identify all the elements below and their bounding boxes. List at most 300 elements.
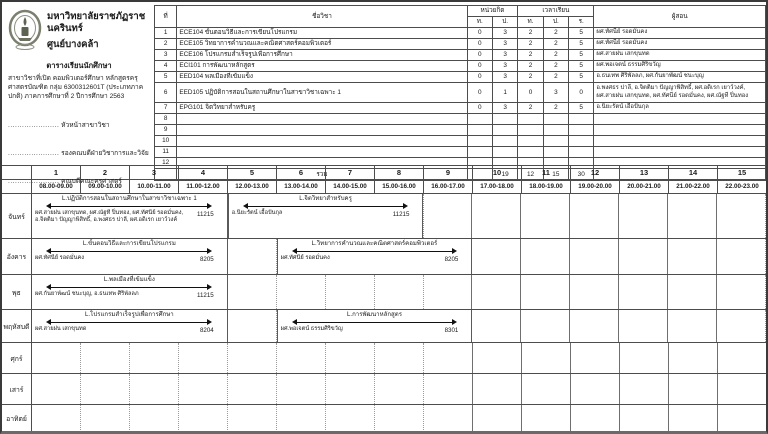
hour-cell xyxy=(619,310,668,342)
signature-title: คณบดีคณะครุศาสตร์ xyxy=(61,177,122,185)
period-time: 11.00-12.00 xyxy=(179,180,228,193)
course-val-3: 2 xyxy=(543,103,568,114)
hour-cell xyxy=(424,374,473,404)
hour-cell xyxy=(521,310,570,342)
arrow-right-icon xyxy=(207,248,212,254)
class-block xyxy=(228,194,424,238)
class-instructors: อ.นิยะรัตน์ เอื้อปันกุล xyxy=(231,210,283,217)
university-header xyxy=(8,7,150,51)
course-val-3 xyxy=(543,114,568,125)
hour-cell xyxy=(620,343,669,373)
hour-cell xyxy=(81,405,130,432)
period-time: 13.00-14.00 xyxy=(277,180,326,193)
course-val-0: 0 xyxy=(467,28,492,39)
course-name: EED104 พลเมืองที่เข้มแข็ง xyxy=(177,72,467,83)
course-val-2: 2 xyxy=(518,28,543,39)
arrow-right-icon xyxy=(207,319,212,325)
hour-cell xyxy=(619,275,668,309)
course-val-4 xyxy=(569,147,594,158)
hour-cell xyxy=(81,374,130,404)
class-footer xyxy=(232,210,420,219)
period-time: 20.00-21.00 xyxy=(620,180,669,193)
hour-cell xyxy=(570,239,619,274)
hour-cell xyxy=(522,374,571,404)
col-header-instructor: ผู้สอน xyxy=(594,6,766,28)
period-number: 15 xyxy=(737,168,747,177)
hour-cell xyxy=(130,405,179,432)
course-val-0: 0 xyxy=(467,39,492,50)
col-subheader-credit-theory: ท. xyxy=(467,17,492,28)
course-row xyxy=(155,83,766,103)
totals-label: รวม xyxy=(177,169,467,181)
course-instructor: อ.พงศธร ปาลี, อ.จิตติมา ปัญญาพิสิทธิ์, ผศ.อดิเรก เยาว์วงค์, ผศ.สายฝน เสกขุนทด, ผศ.ทัศนีย์ รอดมั่นคง, ผศ.ณัฐที ปิ่นทอง xyxy=(594,83,766,103)
period-time: 19.00-20.00 xyxy=(571,180,620,193)
course-val-3: 2 xyxy=(543,28,568,39)
hour-cell xyxy=(718,374,766,404)
course-val-0: 0 xyxy=(467,103,492,114)
course-instructor: อ.นิยะรัตน์ เอื้อปันกุล xyxy=(594,103,766,114)
hour-cell xyxy=(669,343,718,373)
hour-cell xyxy=(522,405,571,432)
duration-arrow xyxy=(243,203,408,209)
arrow-line xyxy=(51,322,207,323)
day-row-7 xyxy=(2,405,766,432)
course-no: 9 xyxy=(155,125,177,136)
course-val-4: 5 xyxy=(569,50,594,61)
course-instructor: ผศ.พอเจตน์ ธรรมศิริขวัญ xyxy=(594,61,766,72)
course-val-3: 2 xyxy=(543,50,568,61)
hour-cell xyxy=(228,343,277,373)
period-time: 21.00-22.00 xyxy=(669,180,718,193)
course-no: 10 xyxy=(155,136,177,147)
day-slot-area xyxy=(32,194,766,238)
class-instructors: ผศ.สายฝน เสกขุนทด, ผศ.ณัฐที ปิ่นทอง, ผศ.ทัศนีย์ รอดมั่นคง, อ.จิตติมา ปัญญาพิสิทธิ์, อ.พงศธร ปาลี, ผศ.อดิเรก เยาว์วงค์ xyxy=(35,210,184,224)
course-name xyxy=(177,114,467,125)
course-val-1 xyxy=(492,125,517,136)
course-val-1 xyxy=(492,147,517,158)
period-number: 1 xyxy=(32,166,81,179)
arrow-line xyxy=(248,206,403,207)
signature-vice-dean xyxy=(8,147,150,158)
class-footer xyxy=(35,326,224,335)
course-val-4: 5 xyxy=(569,28,594,39)
period-number: 6 xyxy=(277,166,326,179)
day-label: อังคาร xyxy=(2,239,32,274)
signature-head-of-program xyxy=(8,119,150,130)
period-time: 10.00-11.00 xyxy=(130,180,179,193)
class-footer xyxy=(35,255,224,264)
signature-dots: ...................... xyxy=(8,177,60,185)
period-time: 22.00-23.00 xyxy=(725,183,759,190)
course-instructor xyxy=(594,114,766,125)
class-block xyxy=(32,310,228,342)
hour-cell xyxy=(326,343,375,373)
course-name xyxy=(177,125,467,136)
day-row-3 xyxy=(2,275,766,310)
course-name: ECI101 การพัฒนาหลักสูตร xyxy=(177,61,467,72)
hour-cell xyxy=(472,310,521,342)
hour-cell xyxy=(668,239,717,274)
course-instructor: อ.ธนเทพ ศิริพัลลภ, ผศ.กันยาพัฒน์ ชนะบุญ xyxy=(594,72,766,83)
period-number: 7 xyxy=(326,166,375,179)
hour-cell xyxy=(668,310,717,342)
course-val-0 xyxy=(467,114,492,125)
period-number: 10 xyxy=(473,166,522,179)
course-val-4: 5 xyxy=(569,39,594,50)
hour-cell xyxy=(424,405,473,432)
course-val-0: 0 xyxy=(467,72,492,83)
course-row xyxy=(155,125,766,136)
totals-time-total: 30 xyxy=(569,169,594,181)
course-name xyxy=(177,136,467,147)
hour-cell xyxy=(521,194,570,238)
duration-arrow xyxy=(46,319,212,325)
course-val-0: 0 xyxy=(467,83,492,103)
day-row-1 xyxy=(2,194,766,239)
hour-cell xyxy=(571,374,620,404)
course-val-2: 2 xyxy=(518,103,543,114)
signature-title: รองคณบดีฝ่ายวิชาการและวิจัย xyxy=(61,149,149,157)
course-name: EPG101 จิตวิทยาสำหรับครู xyxy=(177,103,467,114)
hour-cell xyxy=(228,239,277,274)
hour-cell xyxy=(277,405,326,432)
course-val-2: 2 xyxy=(518,61,543,72)
period-number: 8 xyxy=(375,166,424,179)
program-info xyxy=(8,75,150,102)
class-title: L.พลเมืองที่เข้มแข็ง xyxy=(103,276,155,283)
class-footer xyxy=(281,255,469,264)
course-val-3: 2 xyxy=(543,72,568,83)
duration-arrow xyxy=(46,284,212,290)
day-slot-area xyxy=(32,405,766,432)
course-instructor: ผศ.ทัศนีย์ รอดมั่นคง xyxy=(594,39,766,50)
class-title: L.โปรแกรมสำเร็จรูปเพื่อการศึกษา xyxy=(84,311,174,318)
period-number: 11 xyxy=(522,166,571,179)
course-val-1: 3 xyxy=(492,103,517,114)
course-val-0: 0 xyxy=(467,50,492,61)
day-label: ศุกร์ xyxy=(2,343,32,373)
course-val-1: 3 xyxy=(492,61,517,72)
hour-cell xyxy=(375,374,424,404)
period-time: 12.00-13.00 xyxy=(228,180,277,193)
signature-title: หัวหน้าสาขาวิชา xyxy=(61,121,110,129)
hour-cell xyxy=(669,405,718,432)
course-val-1 xyxy=(492,136,517,147)
period-number: 14 xyxy=(669,166,718,179)
course-val-2: 2 xyxy=(518,72,543,83)
totals-time-theory: 12 xyxy=(518,169,543,181)
course-name: ECE106 โปรแกรมสำเร็จรูปเพื่อการศึกษา xyxy=(177,50,467,61)
hour-cell xyxy=(130,374,179,404)
hour-cell xyxy=(179,343,228,373)
class-instructors: ผศ.ทัศนีย์ รอดมั่นคง xyxy=(280,255,330,262)
course-no: 4 xyxy=(155,61,177,72)
hour-cell xyxy=(570,310,619,342)
class-title: L.ปฏิบัติการสอนในสถานศึกษาในสาขาวิชาเฉพาะ 1 xyxy=(61,195,197,202)
course-val-4: 5 xyxy=(569,61,594,72)
course-row xyxy=(155,39,766,50)
hour-cell xyxy=(472,194,521,238)
day-label: อาทิตย์ xyxy=(2,405,32,432)
arrow-line xyxy=(297,251,452,252)
hour-cell xyxy=(32,343,81,373)
hour-cell xyxy=(179,405,228,432)
period-number: 5 xyxy=(228,166,277,179)
day-label: เสาร์ xyxy=(2,374,32,404)
course-row xyxy=(155,72,766,83)
hour-cell xyxy=(620,405,669,432)
course-val-4 xyxy=(569,136,594,147)
course-row xyxy=(155,147,766,158)
course-val-3: 2 xyxy=(543,39,568,50)
day-slot-area xyxy=(32,374,766,404)
course-row xyxy=(155,136,766,147)
course-no: 8 xyxy=(155,114,177,125)
course-row xyxy=(155,114,766,125)
course-instructor xyxy=(594,125,766,136)
hour-cell xyxy=(571,405,620,432)
period-number: 12 xyxy=(571,166,620,179)
course-instructor xyxy=(594,136,766,147)
course-val-0: 0 xyxy=(467,61,492,72)
day-row-6 xyxy=(2,374,766,405)
hour-cell xyxy=(472,239,521,274)
course-no: 7 xyxy=(155,103,177,114)
period-time: 16.00-17.00 xyxy=(424,180,473,193)
signature-dots: ...................... xyxy=(8,121,60,129)
class-room: 11215 xyxy=(392,211,410,219)
course-instructor xyxy=(594,147,766,158)
course-val-2: 0 xyxy=(518,83,543,103)
col-subheader-time-practice: ป. xyxy=(543,17,568,28)
period-time: 15.00-16.00 xyxy=(375,180,424,193)
course-val-1 xyxy=(492,114,517,125)
course-val-3 xyxy=(543,147,568,158)
class-block xyxy=(277,239,473,274)
totals-credit-practice: 19 xyxy=(492,169,517,181)
hour-cell xyxy=(32,374,81,404)
course-val-2 xyxy=(518,114,543,125)
hour-cell xyxy=(473,405,522,432)
course-val-0 xyxy=(467,136,492,147)
day-label: พุธ xyxy=(2,275,32,309)
signature-dots: ...................... xyxy=(8,149,60,157)
course-table xyxy=(154,5,766,181)
arrow-right-icon xyxy=(452,248,457,254)
day-slot-area xyxy=(32,275,766,309)
duration-arrow xyxy=(292,248,457,254)
hour-cell xyxy=(277,374,326,404)
class-block xyxy=(32,194,228,238)
period-number: 2 xyxy=(81,166,130,179)
grid-corner xyxy=(2,166,32,179)
program-info-line1: สาขาวิชาที่เปิด คอมพิวเตอร์ศึกษา หลักสูตรครุศาสตรบัณฑิต xyxy=(8,75,138,91)
hour-cell xyxy=(717,194,766,238)
timetable-grid xyxy=(2,165,766,432)
col-subheader-time-theory: ท. xyxy=(518,17,543,28)
class-title: L.วิทยาการคำนวณและคณิตศาสตร์คอมพิวเตอร์ xyxy=(311,240,438,247)
period-number: 9 xyxy=(424,166,473,179)
left-panel xyxy=(2,2,152,185)
course-name xyxy=(177,147,467,158)
hour-cell xyxy=(32,405,81,432)
totals-time-practice: 15 xyxy=(543,169,568,181)
period-number: 3 xyxy=(130,166,179,179)
hour-cell xyxy=(228,275,277,309)
course-row xyxy=(155,28,766,39)
hour-cell xyxy=(375,275,424,309)
course-table-body xyxy=(155,28,766,169)
course-val-4: 5 xyxy=(569,72,594,83)
period-number-row xyxy=(2,166,766,180)
course-val-3 xyxy=(543,136,568,147)
arrow-right-icon xyxy=(207,284,212,290)
hour-cell xyxy=(424,194,473,238)
university-crest-logo xyxy=(8,9,42,51)
hour-cell xyxy=(668,275,717,309)
course-val-1: 1 xyxy=(492,83,517,103)
course-val-2: 2 xyxy=(518,50,543,61)
course-no: 12 xyxy=(155,158,177,169)
course-row xyxy=(155,61,766,72)
hour-cell xyxy=(717,310,766,342)
hour-cell xyxy=(669,374,718,404)
day-row-4 xyxy=(2,310,766,343)
class-room: 8301 xyxy=(444,327,459,335)
period-number: 4 xyxy=(179,166,228,179)
hour-cell xyxy=(717,275,766,309)
class-title: L.ขั้นตอนวิธีและการเขียนโปรแกรม xyxy=(82,240,176,247)
arrow-line xyxy=(297,322,452,323)
hour-cell xyxy=(326,405,375,432)
hour-cell xyxy=(717,239,766,274)
hour-cell xyxy=(81,343,130,373)
document-title: ตารางเรียนนักศึกษา xyxy=(46,61,112,70)
class-room: 8205 xyxy=(444,256,459,264)
class-room: 11215 xyxy=(196,211,214,219)
col-header-credits: หน่วยกิต xyxy=(467,6,518,17)
class-footer xyxy=(281,326,469,335)
day-label: พฤหัสบดี xyxy=(2,310,32,342)
course-val-4 xyxy=(569,125,594,136)
hour-cell xyxy=(718,343,766,373)
col-header-time: เวลาเรียน xyxy=(518,6,594,17)
class-block xyxy=(32,275,228,309)
hour-cell xyxy=(228,405,277,432)
hour-cell xyxy=(326,374,375,404)
campus-name: ศูนย์บางคล้า xyxy=(47,38,99,50)
class-title: L.จิตวิทยาสำหรับครู xyxy=(299,195,352,202)
day-row-2 xyxy=(2,239,766,275)
course-val-2 xyxy=(518,136,543,147)
hour-cell xyxy=(668,194,717,238)
hour-cell xyxy=(473,343,522,373)
course-val-1: 3 xyxy=(492,39,517,50)
duration-arrow xyxy=(292,319,457,325)
hour-cell xyxy=(375,405,424,432)
period-time-row xyxy=(2,177,766,194)
course-val-3: 3 xyxy=(543,83,568,103)
course-name: ECE104 ขั้นตอนวิธีและการเขียนโปรแกรม xyxy=(177,28,467,39)
course-val-2 xyxy=(518,125,543,136)
class-instructors: ผศ.พอเจตน์ ธรรมศิริขวัญ xyxy=(280,326,343,333)
hour-cell xyxy=(570,194,619,238)
day-rows xyxy=(2,194,766,432)
class-instructors: ผศ.สายฝน เสกขุนทด xyxy=(35,326,87,333)
course-val-2 xyxy=(518,147,543,158)
class-room: 8205 xyxy=(199,256,214,264)
hour-cell xyxy=(521,239,570,274)
course-val-4 xyxy=(569,114,594,125)
course-instructor: ผศ.ทัศนีย์ รอดมั่นคง xyxy=(594,28,766,39)
hour-cell xyxy=(326,275,375,309)
class-room: 8204 xyxy=(199,327,214,335)
period-time: 08.00-09.00 xyxy=(32,180,81,193)
grid-corner xyxy=(2,180,32,193)
course-no: 1 xyxy=(155,28,177,39)
hour-cell xyxy=(179,374,228,404)
hour-cell xyxy=(522,343,571,373)
course-val-2: 2 xyxy=(518,39,543,50)
course-val-1: 3 xyxy=(492,72,517,83)
course-name: EED105 ปฏิบัติการสอนในสถานศึกษาในสาขาวิชาเฉพาะ 1 xyxy=(177,83,467,103)
course-val-0 xyxy=(467,147,492,158)
class-block xyxy=(32,239,228,274)
hour-cell xyxy=(472,275,521,309)
hour-cell xyxy=(620,374,669,404)
hour-cell xyxy=(228,310,277,342)
course-name: ECE105 วิทยาการคำนวณและคณิตศาสตร์คอมพิวเตอร์ xyxy=(177,39,467,50)
class-title: L.การพัฒนาหลักสูตร xyxy=(347,311,402,318)
class-block xyxy=(277,310,473,342)
course-val-1: 3 xyxy=(492,50,517,61)
class-instructors: ผศ.กันยาพัฒน์ ชนะบุญ, อ.ธนเทพ ศิริพัลลภ xyxy=(35,291,139,298)
class-room: 11215 xyxy=(196,292,214,300)
hour-cell xyxy=(424,343,473,373)
duration-arrow xyxy=(46,203,212,209)
course-no: 3 xyxy=(155,50,177,61)
period-number: 13 xyxy=(620,166,669,179)
col-header-no: ที่ xyxy=(155,6,177,28)
class-instructors: ผศ.ทัศนีย์ รอดมั่นคง xyxy=(35,255,85,262)
university-name: มหาวิทยาลัยราชภัฏราชนครินทร์ xyxy=(47,11,146,34)
arrow-line xyxy=(51,251,207,252)
day-label: จันทร์ xyxy=(2,194,32,238)
hour-cell xyxy=(277,343,326,373)
day-slot-area xyxy=(32,310,766,342)
hour-cell xyxy=(570,275,619,309)
period-time: 14.00-15.00 xyxy=(326,180,375,193)
hour-cell xyxy=(473,374,522,404)
class-footer xyxy=(35,210,224,224)
hour-cell xyxy=(424,275,473,309)
course-row xyxy=(155,103,766,114)
arrow-line xyxy=(51,206,207,207)
program-info-line2: กลุ่ม 6300312601T (ประเภทภาคปกติ) ภาคการศึกษาที่ 2 ปีการศึกษา 2563 xyxy=(8,83,144,100)
hour-cell xyxy=(718,405,766,432)
period-time: 18.00-19.00 xyxy=(522,180,571,193)
hour-cell xyxy=(277,275,326,309)
day-slot-area xyxy=(32,239,766,274)
hour-cell xyxy=(228,374,277,404)
course-row xyxy=(155,50,766,61)
course-val-3: 2 xyxy=(543,61,568,72)
course-no: 11 xyxy=(155,147,177,158)
course-val-1: 3 xyxy=(492,28,517,39)
course-val-0 xyxy=(467,125,492,136)
course-instructor: ผศ.สายฝน เสกขุนทด xyxy=(594,50,766,61)
course-no: 2 xyxy=(155,39,177,50)
